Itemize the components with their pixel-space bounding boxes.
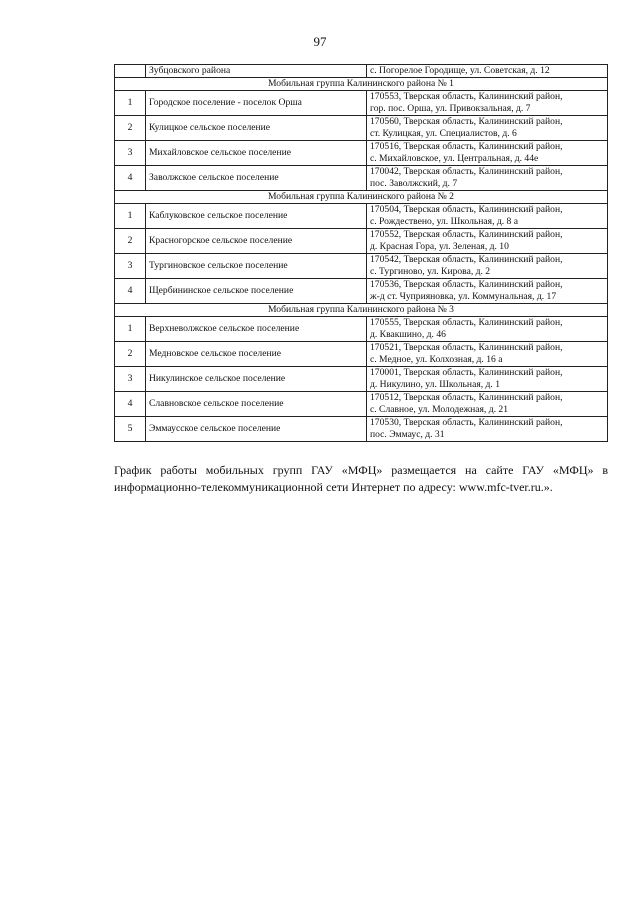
row-number: 3 [115,254,146,279]
address-line: д. Квакшино, д. 46 [370,329,446,340]
settlement-address [367,254,608,279]
settlement-name: Каблуковское сельское поселение [146,204,367,229]
row-number: 1 [115,91,146,116]
row-number: 4 [115,392,146,417]
address-line: с. Славное, ул. Молодежная, д. 21 [370,404,509,415]
address-line: д. Красная Гора, ул. Зеленая, д. 10 [370,241,509,252]
settlement-name: Никулинское сельское поселение [146,367,367,392]
table-row [115,392,608,417]
page-number: 97 [313,34,327,49]
address-line: д. Никулино, ул. Школьная, д. 1 [370,379,501,390]
settlement-name: Щербининское сельское поселение [146,279,367,304]
table-row [115,279,608,304]
settlement-address [367,367,608,392]
table-row [115,367,608,392]
group-title: Мобильная группа Калининского района № 2 [115,191,608,204]
address-line: ст. Кулицкая, ул. Специалистов, д. 6 [370,128,517,139]
settlement-name: Красногорское сельское поселение [146,229,367,254]
footer-paragraph: График работы мобильных групп ГАУ «МФЦ» размещается на сайте ГАУ «МФЦ» в информационно-телекоммуникационной сети Интернет по адресу: www.mfc-tver.ru.». [114,463,608,494]
address-line: гор. пос. Орша, ул. Привокзальная, д. 7 [370,103,531,114]
settlement-address [367,417,608,442]
address-line: 170001, Тверская область, Калининский район, [370,367,563,378]
address-line: 170553, Тверская область, Калининский район, [370,91,563,102]
row-number: 3 [115,141,146,166]
table-row [115,204,608,229]
row-number: 4 [115,166,146,191]
row-number: 4 [115,279,146,304]
settlement-name: Верхневолжское сельское поселение [146,317,367,342]
address-line: с. Тургиново, ул. Кирова, д. 2 [370,266,491,277]
group-header-row [115,191,608,204]
group-header-row [115,78,608,91]
row-number: 1 [115,204,146,229]
settlement-name: Городское поселение - поселок Орша [146,91,367,116]
settlement-address [367,116,608,141]
settlement-address [367,392,608,417]
row-number: 2 [115,229,146,254]
address-line: 170542, Тверская область, Калининский район, [370,254,563,265]
table-row [115,417,608,442]
settlement-address [367,166,608,191]
table-row [115,91,608,116]
settlement-address [367,204,608,229]
address-line: 170555, Тверская область, Калининский район, [370,317,563,328]
address-line: пос. Заволжский, д. 7 [370,178,458,189]
address-line: 170530, Тверская область, Калининский район, [370,417,563,428]
settlement-address [367,91,608,116]
table-row [115,65,608,78]
table-row [115,116,608,141]
settlement-name: Кулицкое сельское поселение [146,116,367,141]
table-row [115,166,608,191]
address-line: с. Михайловское, ул. Центральная, д. 44е [370,153,539,164]
table-row [115,317,608,342]
table-row [115,141,608,166]
row-number: 1 [115,317,146,342]
group-title: Мобильная группа Калининского района № 3 [115,304,608,317]
group-title: Мобильная группа Калининского района № 1 [115,78,608,91]
row-number: 2 [115,116,146,141]
address-line: 170516, Тверская область, Калининский район, [370,141,563,152]
settlement-name: Михайловское сельское поселение [146,141,367,166]
table-row [115,254,608,279]
settlement-name: Славновское сельское поселение [146,392,367,417]
row-number: 3 [115,367,146,392]
settlement-name: Эммаусское сельское поселение [146,417,367,442]
address-line: 170536, Тверская область, Калининский район, [370,279,563,290]
settlement-name: Заволжское сельское поселение [146,166,367,191]
address-line: 170504, Тверская область, Калининский район, [370,204,563,215]
settlement-name: Медновское сельское поселение [146,342,367,367]
address-line: с. Медное, ул. Колхозная, д. 16 а [370,354,503,365]
row-number: 5 [115,417,146,442]
settlement-address [367,317,608,342]
table-row [115,229,608,254]
settlement-address [367,229,608,254]
address-line: пос. Эммаус, д. 31 [370,429,445,440]
group-header-row [115,304,608,317]
settlement-address [367,279,608,304]
address-line: 170512, Тверская область, Калининский район, [370,392,563,403]
mobile-groups-table [114,64,608,442]
address-line: 170042, Тверская область, Калининский район, [370,166,563,177]
table-row [115,342,608,367]
address-line: 170552, Тверская область, Калининский район, [370,229,563,240]
settlement-name: Тургиновское сельское поселение [146,254,367,279]
settlement-name: Зубцовского района [146,65,367,78]
settlement-address [367,342,608,367]
row-number [115,65,146,78]
row-number: 2 [115,342,146,367]
settlement-address [367,141,608,166]
address-line: с. Рождествено, ул. Школьная, д. 8 а [370,216,519,227]
address-line: 170521, Тверская область, Калининский район, [370,342,563,353]
settlement-address: с. Погорелое Городище, ул. Советская, д. 12 [367,65,608,78]
address-line: 170560, Тверская область, Калининский район, [370,116,563,127]
address-line: ж-д ст. Чуприяновка, ул. Коммунальная, д. 17 [370,291,557,302]
